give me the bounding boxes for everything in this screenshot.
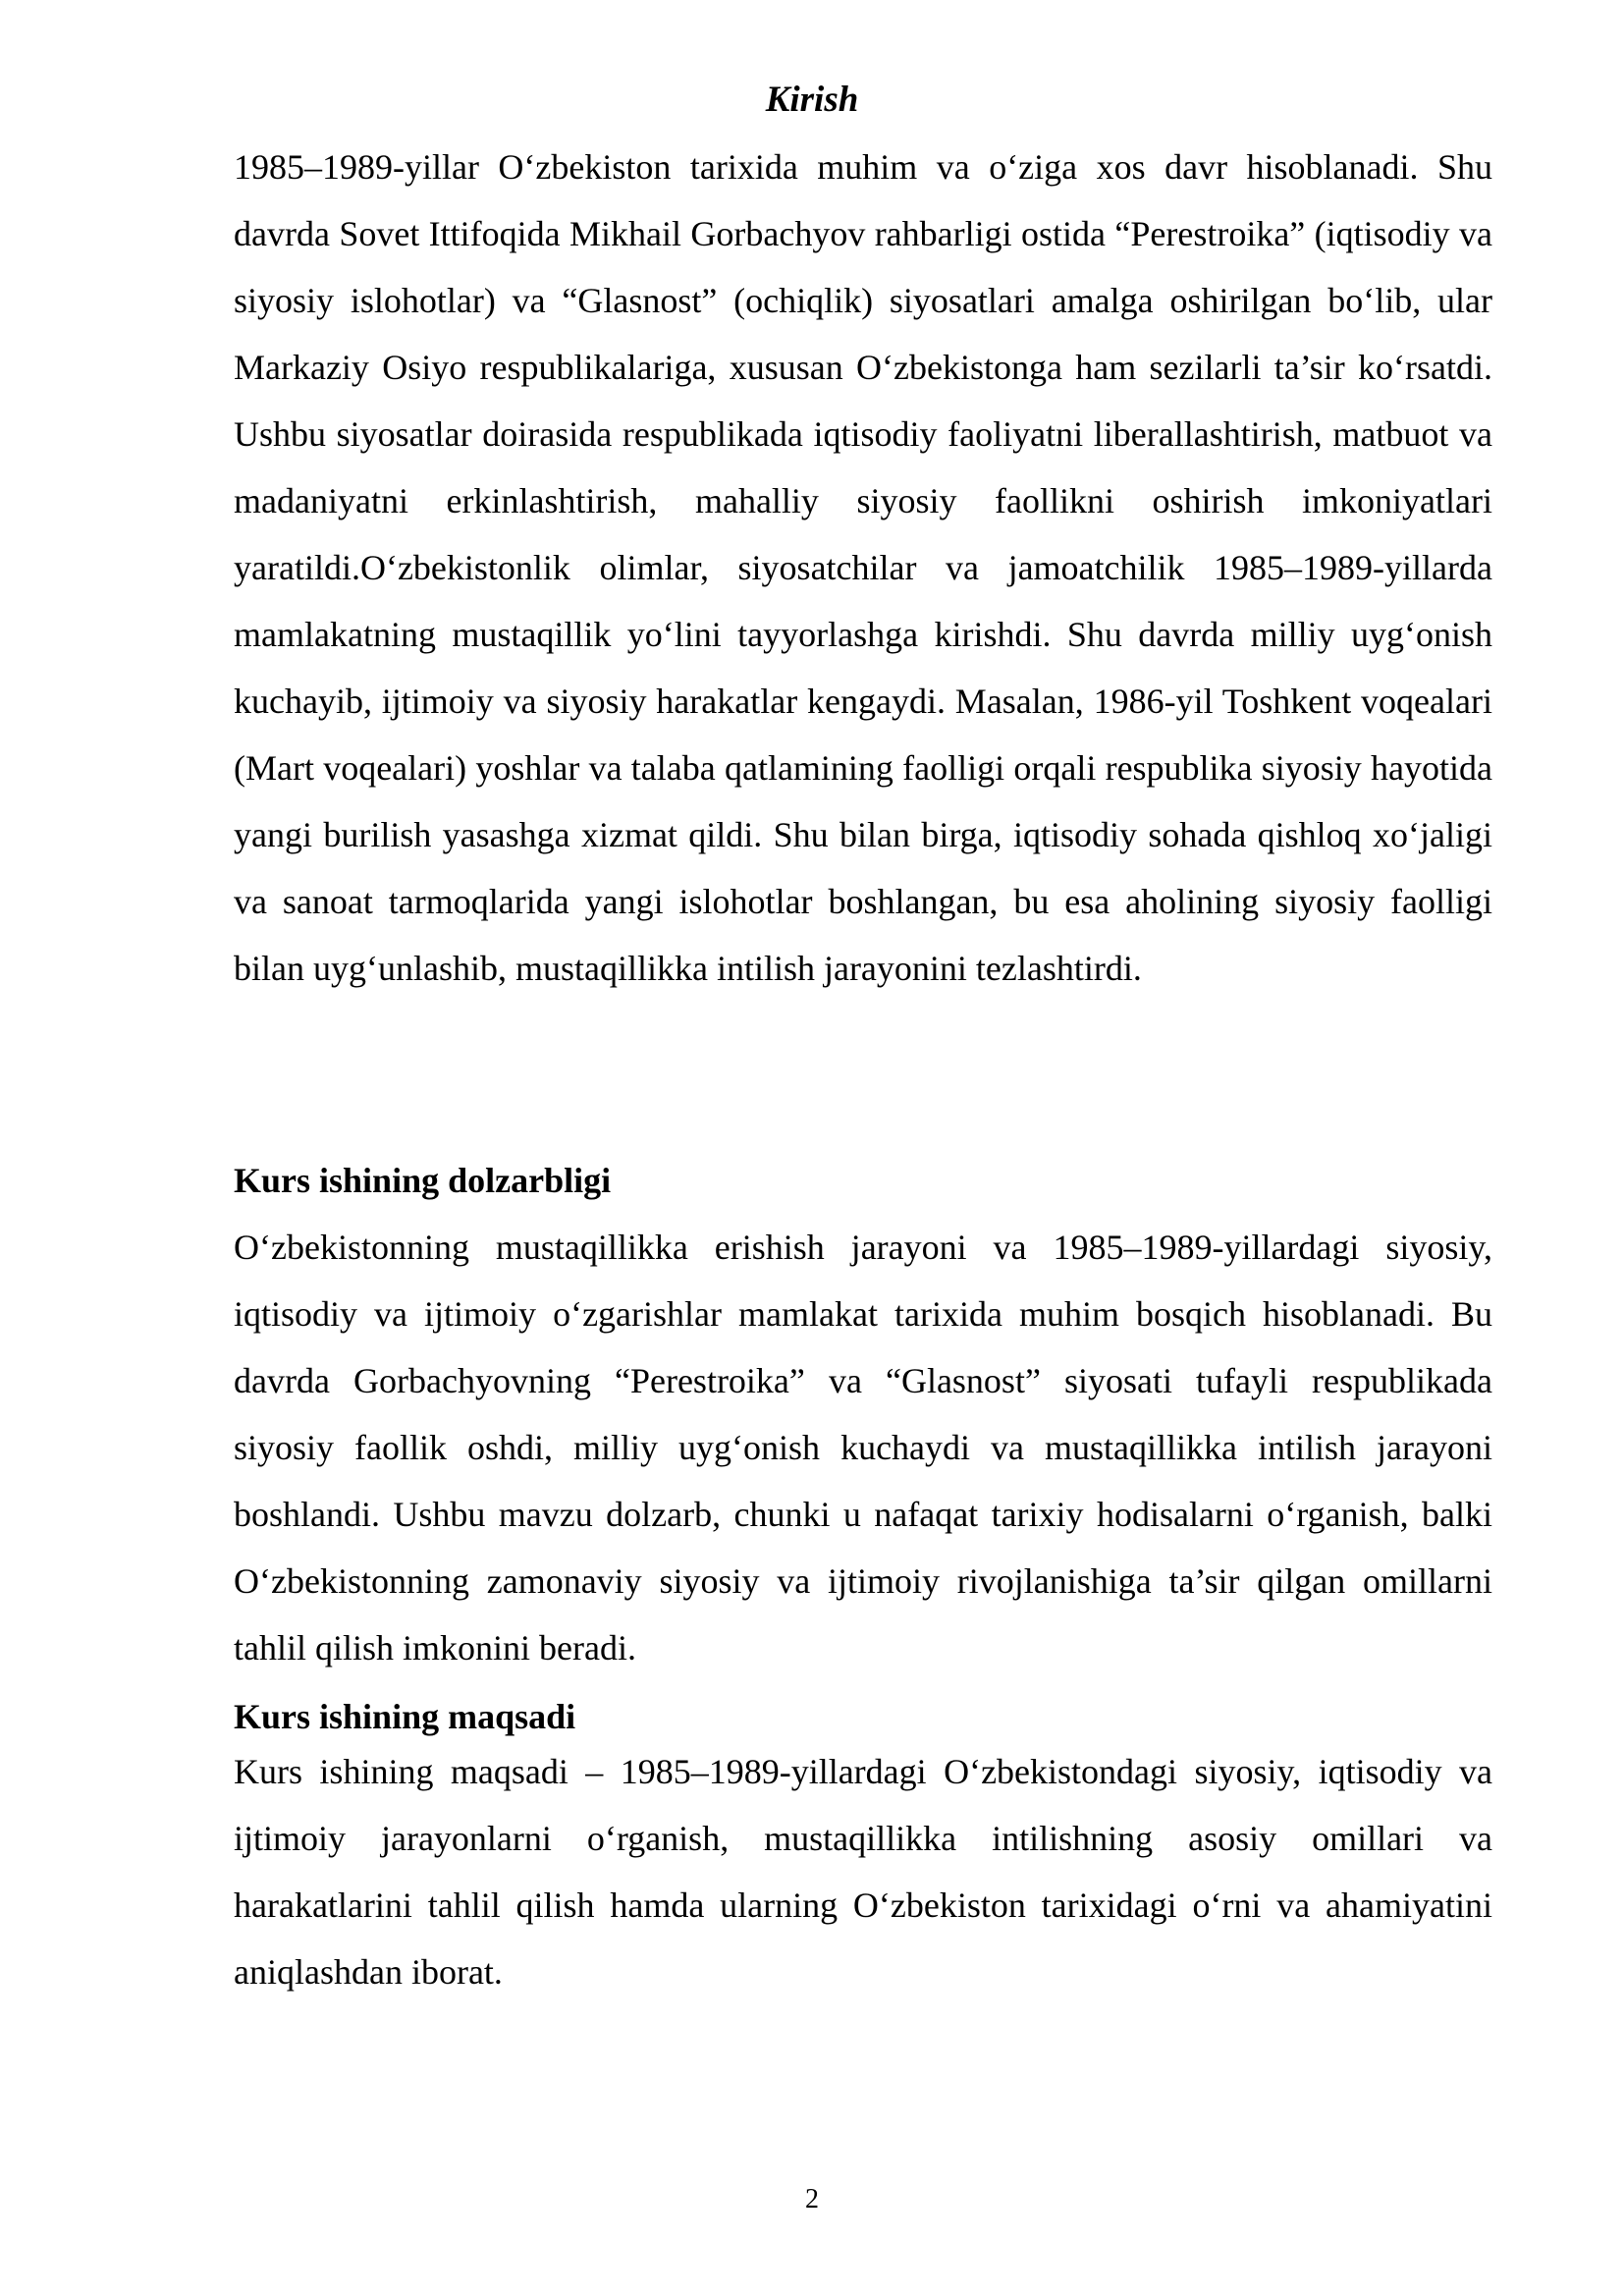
goal-paragraph: Kurs ishining maqsadi – 1985–1989-yillardagi O‘zbekistondagi siyosiy, iqtisodiy va ijtimoiy jarayonlarni o‘rganish, mustaqillikka intilishning asosiy omillari va harakatlarini tahlil qilish hamda ularning O‘zbekiston tarixidagi o‘rni va ahamiyatini aniqlashdan iborat. [234, 1752, 1492, 1992]
section-heading-goal: Kurs ishining maqsadi [234, 1697, 576, 1736]
relevance-paragraph: O‘zbekistonning mustaqillikka erishish jarayoni va 1985–1989-yillardagi siyosiy, iqtisodiy va ijtimoiy o‘zgarishlar mamlakat tarixida muhim bosqich hisoblanadi. Bu davrda Gorbachyovning “Perestroika” va “Glasnost” siyosati tufayli respublikada siyosiy faollik oshdi, milliy uyg‘onish kuchaydi va mustaqillikka intilish jarayoni boshlandi. Ushbu mavzu dolzarb, chunki u nafaqat tarixiy hodisalarni o‘rganish, balki O‘zbekistonning zamonaviy siyosiy va ijtimoiy rivojlanishiga ta’sir qilgan omillarni tahlil qilish imkonini beradi. [234, 1228, 1492, 1667]
page-title: Kirish [765, 80, 859, 120]
page-number: 2 [805, 2184, 819, 2214]
section-heading-relevance: Kurs ishining dolzarbligi [234, 1161, 612, 1200]
intro-paragraph: 1985–1989-yillar O‘zbekiston tarixida muhim va o‘ziga xos davr hisoblanadi. Shu davrda Sovet Ittifoqida Mikhail Gorbachyov rahbarligi ostida “Perestroika” (iqtisodiy va siyosiy islohotlar) va “Glasnost” (ochiqlik) siyosatlari amalga oshirilgan bo‘lib, ular Markaziy Osiyo respublikalariga, xususan O‘zbekistonga ham sezilarli ta’sir ko‘rsatdi. Ushbu siyosatlar doirasida respublikada iqtisodiy faoliyatni liberallashtirish, matbuot va madaniyatni erkinlashtirish, mahalliy siyosiy faollikni oshirish imkoniyatlari yaratildi.O‘zbekistonlik olimlar, siyosatchilar va jamoatchilik 1985–1989-yillarda mamlakatning mustaqillik yo‘lini tayyorlashga kirishdi. Shu davrda milliy uyg‘onish kuchayib, ijtimoiy va siyosiy harakatlar kengaydi. Masalan, 1986-yil Toshkent voqealari (Mart voqealari) yoshlar va talaba qatlamining faolligi orqali respublika siyosiy hayotida yangi burilish yasashga xizmat qildi. Shu bilan birga, iqtisodiy sohada qishloq xo‘jaligi va sanoat tarmoqlarida yangi islohotlar boshlangan, bu esa aholining siyosiy faolligi bilan uyg‘unlashib, mustaqillikka intilish jarayonini tezlashtirdi. [234, 147, 1492, 988]
